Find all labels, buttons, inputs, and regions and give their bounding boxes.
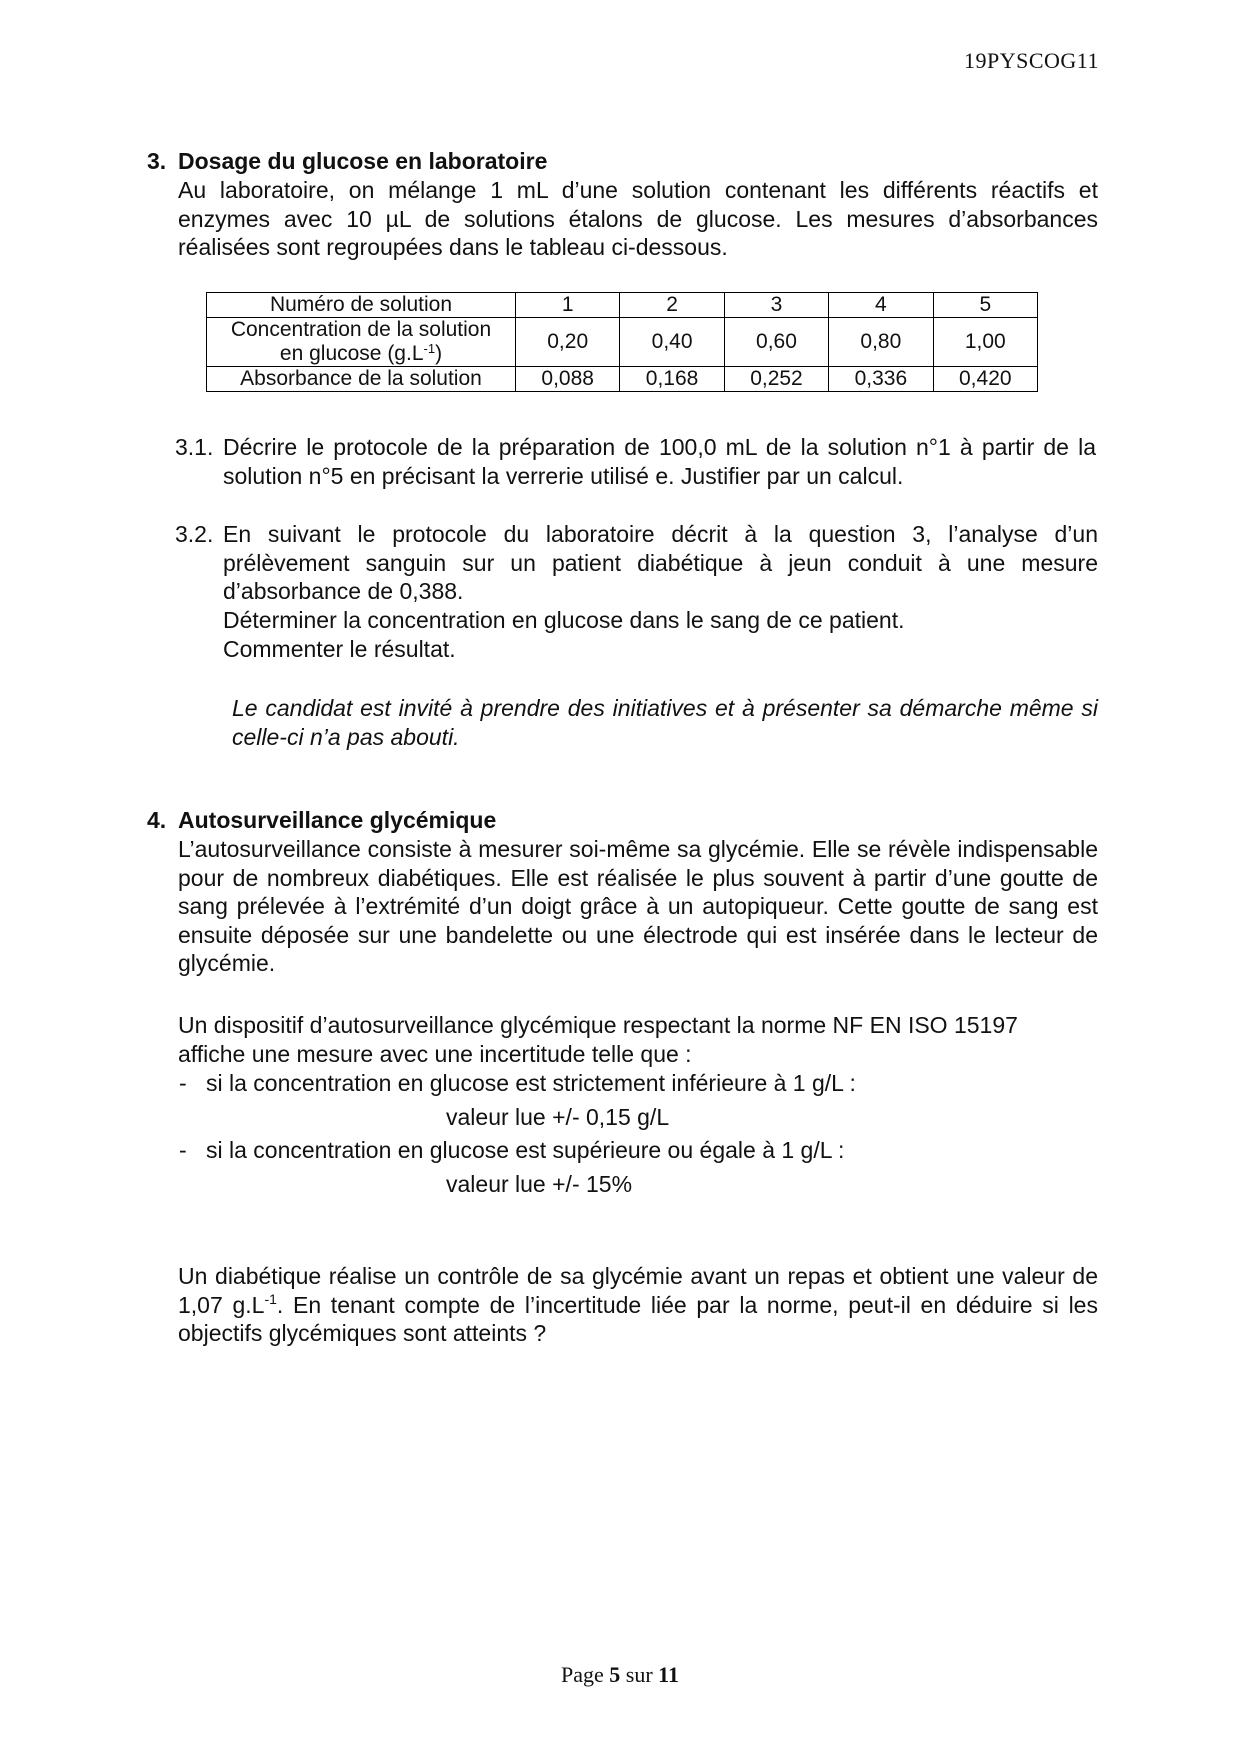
- question-3-1-text: Décrire le protocole de la préparation de 100,0 mL de la solution n°1 à partir de la solution n°5 en précisant la verrerie utilisé e. Justifier par un calcul.: [223, 434, 1096, 489]
- section-3-intro: Au laboratoire, on mélange 1 mL d’une solution contenant les différents réactifs et enzymes avec 10 µL de solutions étalons de glucose. Les mesures d’absorbances réalisées sont regroupées dans le tableau ci-dessous.: [178, 177, 1098, 261]
- section-3-number: 3.: [147, 148, 167, 174]
- table-cell: 1: [516, 293, 620, 318]
- table-cell: 0,168: [620, 367, 724, 392]
- table-row: [207, 293, 1038, 318]
- table-row-label: Absorbance de la solution: [207, 367, 516, 392]
- table-cell: 0,40: [620, 318, 724, 367]
- uncertainty-value: valeur lue +/- 0,15 g/L: [446, 1104, 670, 1130]
- document-code: 19PYSCOG11: [964, 48, 1099, 73]
- table-row: [207, 318, 1038, 367]
- bullet-dash: -: [179, 1137, 187, 1163]
- section-4-question: Un diabétique réalise un contrôle de sa glycémie avant un repas et obtient une valeur de 1,07 $g.L^{-1}$. En tenant compte de l’incertitude liée par la norme, peut-il en déduire si les objectifs glycémiques sont atteints ?: [178, 1263, 1098, 1347]
- candidate-note: Le candidat est invité à prendre des initiatives et à présenter sa démarche même si celle-ci n’a pas abouti.: [232, 695, 1098, 750]
- absorbance-table: [206, 292, 1038, 392]
- table-cell: 0,088: [516, 367, 620, 392]
- section-4-title: Autosurveillance glycémique: [178, 807, 497, 833]
- question-3-1-number: 3.1.: [175, 434, 214, 460]
- section-4-paragraph: L’autosurveillance consiste à mesurer soi-même sa glycémie. Elle se révèle indispensable pour de nombreux diabétiques. Elle est réalisée le plus souvent à partir d’une goutte de sang prélevée à l’extrémité d’un doigt grâce à un autopiqueur. Cette goutte de sang est ensuite déposée sur une bandelette ou une électrode qui est insérée dans le lecteur de glycémie.: [178, 836, 1098, 977]
- section-4-device-line: affiche une mesure avec une incertitude telle que :: [178, 1041, 692, 1067]
- uncertainty-value: valeur lue +/- 15%: [446, 1171, 633, 1197]
- table-row-label: [207, 318, 516, 367]
- table-cell: 0,252: [724, 367, 828, 392]
- table-cell: 0,420: [933, 367, 1037, 392]
- bullet-item: si la concentration en glucose est supérieure ou égale à 1 g/L :: [206, 1137, 845, 1163]
- question-3-2-comment: Commenter le résultat.: [223, 636, 456, 662]
- table-cell: 0,20: [516, 318, 620, 367]
- question-3-2-number: 3.2.: [175, 521, 214, 547]
- question-3-2-instruction: Déterminer la concentration en glucose dans le sang de ce patient.: [223, 607, 905, 633]
- table-cell: 5: [933, 293, 1037, 318]
- table-cell: 3: [724, 293, 828, 318]
- bullet-dash: -: [179, 1070, 187, 1096]
- page-number: Page 5 sur 11: [561, 1662, 679, 1687]
- table-row-label: Numéro de solution: [207, 293, 516, 318]
- table-label-line: Concentration de la solution: [230, 318, 492, 341]
- table-cell: 4: [829, 293, 933, 318]
- table-cell: 2: [620, 293, 724, 318]
- section-4-device-line: Un dispositif d’autosurveillance glycémique respectant la norme NF EN ISO 15197: [178, 1012, 1018, 1038]
- table-row: [207, 367, 1038, 392]
- table-cell: 0,60: [724, 318, 828, 367]
- table-cell: 0,80: [829, 318, 933, 367]
- section-4-number: 4.: [147, 807, 167, 833]
- table-cell: 1,00: [933, 318, 1037, 367]
- table-cell: 0,336: [829, 367, 933, 392]
- section-3-title: Dosage du glucose en laboratoire: [178, 148, 548, 174]
- question-3-2-text: En suivant le protocole du laboratoire décrit à la question 3, l’analyse d’un prélèvement sanguin sur un patient diabétique à jeun conduit à une mesure d’absorbance de 0,388.: [223, 521, 1098, 605]
- bullet-item: si la concentration en glucose est strictement inférieure à 1 g/L :: [206, 1070, 856, 1096]
- table-label-line: en glucose $(g.L^{-1})$: [279, 341, 443, 365]
